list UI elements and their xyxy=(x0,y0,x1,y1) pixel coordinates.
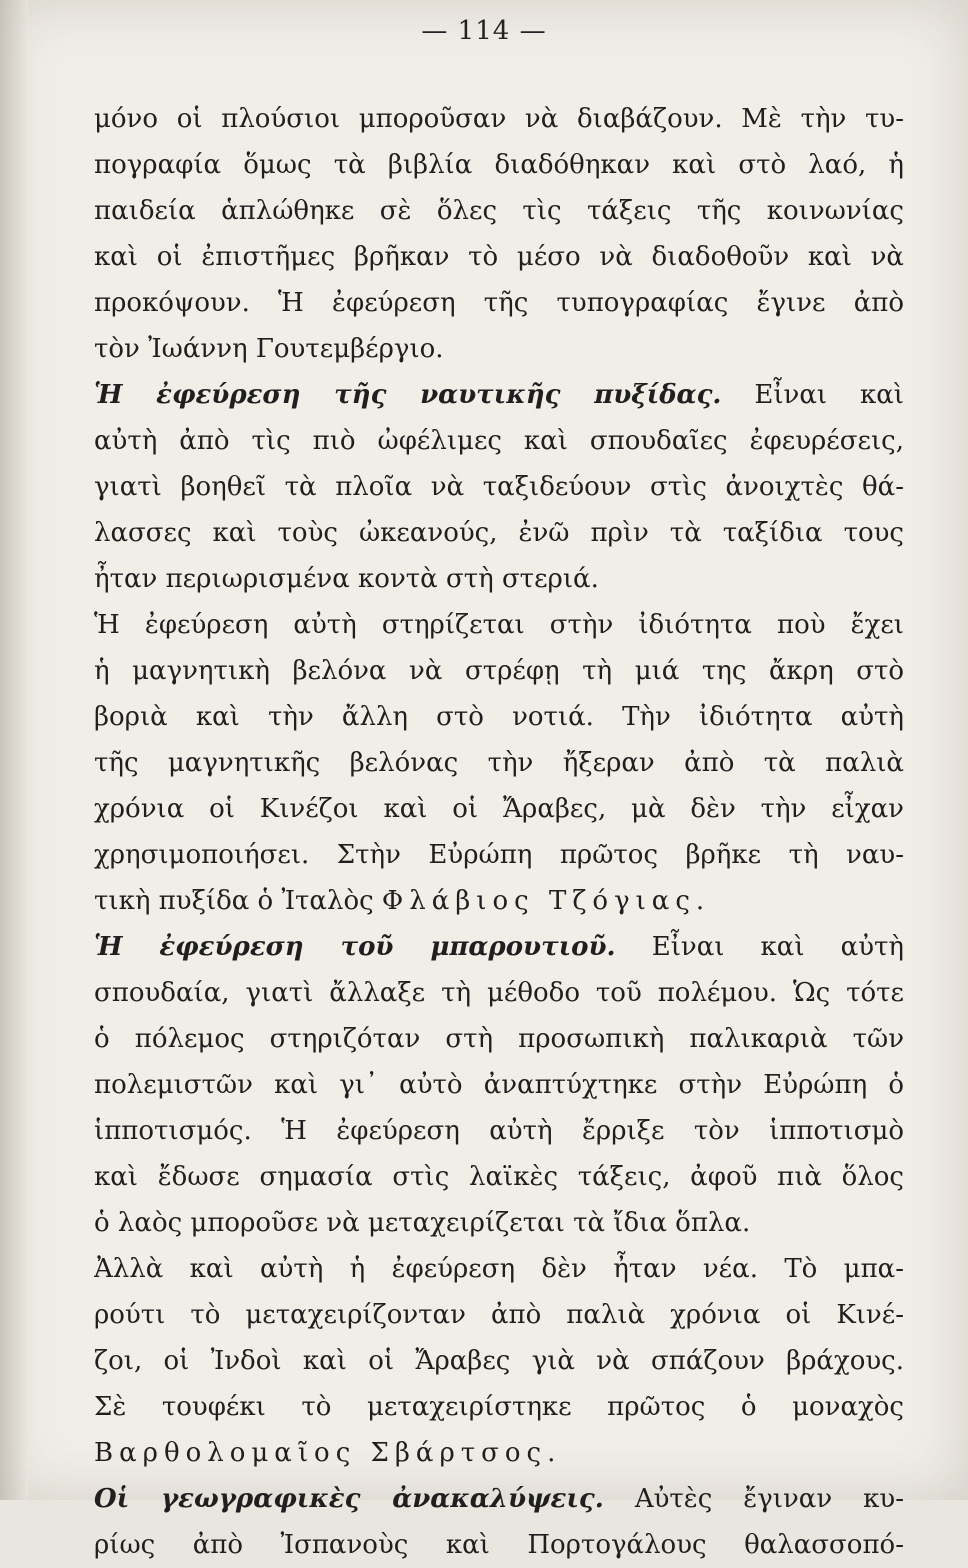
text-segment: ρίως ἀπὸ Ἰσπανοὺς καὶ Πορτογάλους θαλασσοπό- xyxy=(94,1530,904,1560)
text-segment: Ἡ ἐφεύρεση αὐτὴ στηρίζεται στὴν ἰδιότητα ποὺ ἔχει xyxy=(94,610,904,640)
text-line xyxy=(94,1522,904,1568)
text-segment: ἡ μαγνητικὴ βελόνα νὰ στρέφῃ τὴ μιά της ἄκρη στὸ xyxy=(94,656,904,686)
text-segment: καὶ οἱ ἐπιστῆμες βρῆκαν τὸ μέσο νὰ διαδοθοῦν καὶ νὰ xyxy=(94,242,904,272)
text-line xyxy=(94,234,904,280)
text-line xyxy=(94,1062,904,1108)
text-line xyxy=(94,188,904,234)
text-segment: . xyxy=(695,886,705,916)
text-line xyxy=(94,464,904,510)
text-segment: ὁ πόλεμος στηριζόταν στὴ προσωπικὴ παλικαριὰ τῶν xyxy=(94,1024,904,1054)
text-line xyxy=(94,924,904,970)
text-line xyxy=(94,1292,904,1338)
text-line xyxy=(94,1476,904,1522)
text-segment: πογραφία ὅμως τὰ βιβλία διαδόθηκαν καὶ στὸ λαό, ἡ xyxy=(94,150,904,180)
text-line xyxy=(94,1338,904,1384)
text-segment: αὐτὴ ἀπὸ τὶς πιὸ ὠφέλιμες καὶ σπουδαῖες ἐφευρέσεις, xyxy=(94,426,904,456)
text-segment: μόνο οἱ πλούσιοι μποροῦσαν νὰ διαβάζουν. Μὲ τὴν τυ- xyxy=(94,104,904,134)
text-line xyxy=(94,1016,904,1062)
text-line xyxy=(94,1246,904,1292)
text-line xyxy=(94,786,904,832)
section-heading: Οἱ γεωγραφικὲς ἀνακαλύψεις. xyxy=(94,1484,604,1514)
text-segment: τὸν Ἰωάννη Γουτεμβέργιο. xyxy=(94,334,444,364)
text-segment: τικὴ πυξίδα ὁ Ἰταλὸς xyxy=(94,886,382,916)
page-binding-edge xyxy=(0,0,28,1500)
text-segment: Σὲ τουφέκι τὸ μεταχειρίστηκε πρῶτος ὁ μοναχὸς xyxy=(94,1392,904,1422)
text-segment: Αὐτὲς ἔγιναν κυ- xyxy=(603,1484,904,1514)
text-line xyxy=(94,372,904,418)
text-segment: ὁ λαὸς μποροῦσε νὰ μεταχειρίζεται τὰ ἴδια ὅπλα. xyxy=(94,1208,751,1238)
text-line xyxy=(94,326,904,372)
spaced-name: Βαρθολομαῖος Σβάρτσος xyxy=(94,1438,548,1468)
section-heading: Ἡ ἐφεύρεση τῆς ναυτικῆς πυξίδας. xyxy=(94,380,722,410)
text-segment: ἦταν περιωρισμένα κοντὰ στὴ στεριά. xyxy=(94,564,599,594)
page-number: — 114 — xyxy=(421,16,547,46)
text-line xyxy=(94,740,904,786)
text-line xyxy=(94,970,904,1016)
text-segment: γιατὶ βοηθεῖ τὰ πλοῖα νὰ ταξιδεύουν στὶς ἀνοιχτὲς θά- xyxy=(94,472,904,502)
text-segment: ρούτι τὸ μεταχειρίζονταν ἀπὸ παλιὰ χρόνια οἱ Κινέ- xyxy=(94,1300,904,1330)
text-segment: ζοι, οἱ Ἰνδοὶ καὶ οἱ Ἄραβες γιὰ νὰ σπάζουν βράχους. xyxy=(94,1346,904,1376)
text-line xyxy=(94,556,904,602)
text-line xyxy=(94,1154,904,1200)
section-heading: Ἡ ἐφεύρεση τοῦ μπαρουτιοῦ. xyxy=(94,932,616,962)
spaced-name: Φλάβιος Τζόγιας xyxy=(381,886,696,916)
text-segment: Εἶναι καὶ xyxy=(721,380,904,410)
text-line xyxy=(94,142,904,188)
text-line xyxy=(94,418,904,464)
text-line xyxy=(94,1430,904,1476)
text-line xyxy=(94,878,904,924)
text-segment: τῆς μαγνητικῆς βελόνας τὴν ἤξεραν ἀπὸ τὰ παλιὰ xyxy=(94,748,904,778)
text-segment: Εἶναι καὶ αὐτὴ xyxy=(615,932,904,962)
text-line xyxy=(94,648,904,694)
text-segment: χρησιμοποιήσει. Στὴν Εὐρώπη πρῶτος βρῆκε τὴ ναυ- xyxy=(94,840,904,870)
body-text xyxy=(94,96,904,1568)
text-segment: πολεμιστῶν καὶ γι᾽ αὐτὸ ἀναπτύχτηκε στὴν Εὐρώπη ὁ xyxy=(94,1070,904,1100)
text-segment: Ἀλλὰ καὶ αὐτὴ ἡ ἐφεύρεση δὲν ἦταν νέα. Τὸ μπα- xyxy=(94,1254,904,1284)
text-segment: προκόψουν. Ἡ ἐφεύρεση τῆς τυπογραφίας ἔγινε ἀπὸ xyxy=(94,288,904,318)
text-line xyxy=(94,96,904,142)
text-segment: βοριὰ καὶ τὴν ἄλλη στὸ νοτιά. Τὴν ἰδιότητα αὐτὴ xyxy=(94,702,904,732)
text-line xyxy=(94,832,904,878)
text-segment: χρόνια οἱ Κινέζοι καὶ οἱ Ἄραβες, μὰ δὲν τὴν εἶχαν xyxy=(94,794,904,824)
text-line xyxy=(94,280,904,326)
text-segment: λασσες καὶ τοὺς ὠκεανούς, ἐνῶ πρὶν τὰ ταξίδια τους xyxy=(94,518,904,548)
text-segment: καὶ ἔδωσε σημασία στὶς λαϊκὲς τάξεις, ἀφοῦ πιὰ ὅλος xyxy=(94,1162,904,1192)
text-segment: σπουδαία, γιατὶ ἄλλαξε τὴ μέθοδο τοῦ πολέμου. Ὡς τότε xyxy=(94,978,904,1008)
text-line xyxy=(94,510,904,556)
text-line xyxy=(94,1108,904,1154)
text-line xyxy=(94,1384,904,1430)
text-line xyxy=(94,602,904,648)
text-segment: . xyxy=(547,1438,556,1468)
text-line xyxy=(94,694,904,740)
text-segment: παιδεία ἁπλώθηκε σὲ ὅλες τὶς τάξεις τῆς κοινωνίας xyxy=(94,196,904,226)
text-line xyxy=(94,1200,904,1246)
text-segment: ἱπποτισμός. Ἡ ἐφεύρεση αὐτὴ ἔρριξε τὸν ἱπποτισμὸ xyxy=(94,1116,904,1146)
